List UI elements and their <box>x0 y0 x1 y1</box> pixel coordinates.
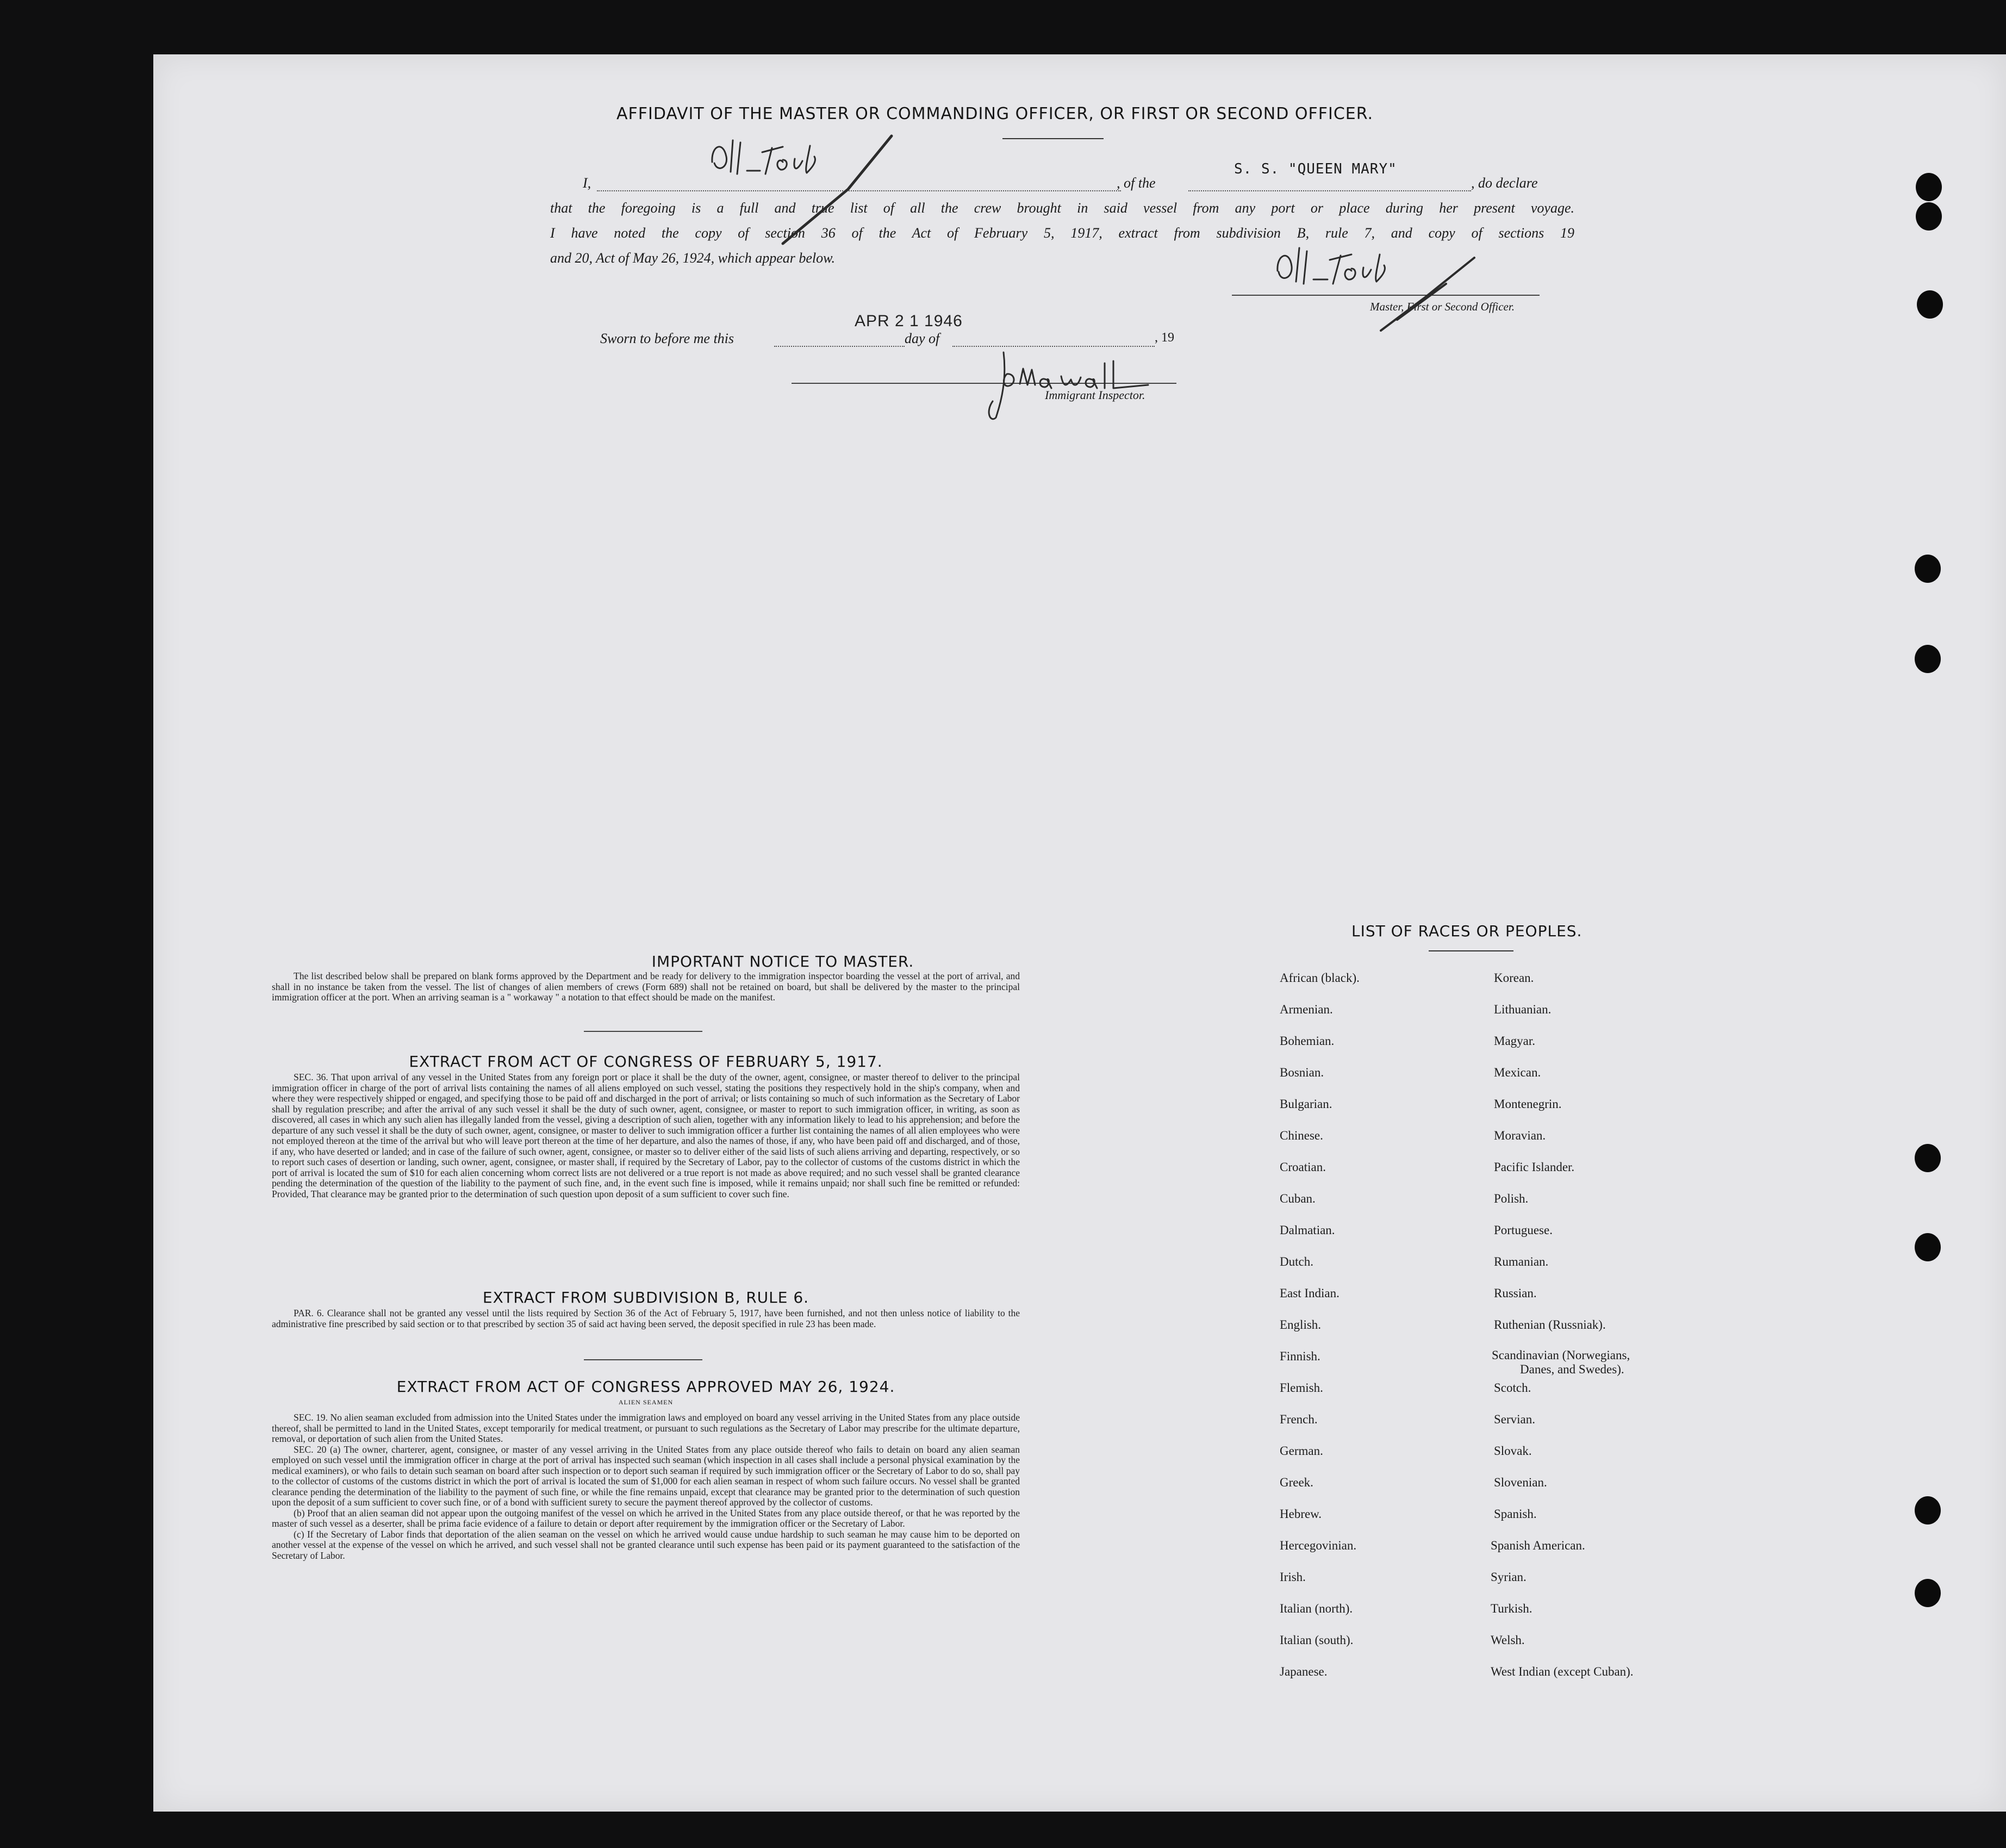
year-label: , 19 <box>1155 331 1174 345</box>
extract-1917-title: EXTRACT FROM ACT OF CONGRESS OF FEBRUARY 5, 1917. <box>409 1053 883 1071</box>
title-underline <box>1002 138 1104 139</box>
affidavit-title: AFFIDAVIT OF THE MASTER OR COMMANDING OFFICER, OR FIRST OR SECOND OFFICER. <box>616 104 1374 123</box>
vessel-name-line <box>1188 190 1471 191</box>
of-the-label: , of the <box>1117 175 1156 191</box>
race-item: Armenian. <box>1280 1003 1333 1016</box>
declarant-label: I, <box>583 175 591 191</box>
punch-hole <box>1915 1233 1941 1261</box>
race-item: Italian (north). <box>1280 1602 1353 1615</box>
race-item: Scotch. <box>1494 1381 1531 1395</box>
affidavit-body-line: I have noted the copy of section 36 of the Act of February 5, 1917, extract from subdivision B, rule 7, and copy of sections 19 <box>550 225 1574 241</box>
race-item: Scandinavian (Norwegians, <box>1492 1348 1630 1362</box>
punch-hole <box>1916 173 1942 201</box>
punch-hole <box>1916 202 1942 231</box>
vessel-name: S. S. "QUEEN MARY" <box>1234 161 1397 177</box>
punch-hole <box>1915 1579 1941 1607</box>
race-item: Spanish American. <box>1491 1539 1585 1552</box>
inspector-caption: Immigrant Inspector. <box>1045 388 1145 402</box>
race-item: Magyar. <box>1494 1034 1536 1048</box>
race-item: West Indian (except Cuban). <box>1491 1665 1634 1678</box>
race-item: Mexican. <box>1494 1066 1541 1079</box>
race-item: Korean. <box>1494 971 1534 985</box>
races-title-underline <box>1429 950 1513 951</box>
sworn-label: Sworn to before me this <box>600 331 734 346</box>
race-item: Croatian. <box>1280 1160 1326 1174</box>
race-item-continuation: Danes, and Swedes). <box>1520 1362 1624 1376</box>
race-item: English. <box>1280 1318 1322 1331</box>
punch-hole <box>1915 555 1941 583</box>
race-item: East Indian. <box>1280 1286 1340 1300</box>
extract-1924-title: EXTRACT FROM ACT OF CONGRESS APPROVED MAY 26, 1924. <box>396 1378 895 1396</box>
sec20c-paragraph: (c) If the Secretary of Labor finds that deportation of the alien seaman on the vessel on which he arrived would cause undue hardship to such seaman he may cause him to be deported on another vessel at the expense of the vessel on which he arrived, and such vessel shall not be granted clearance until such expense has been paid or its payment guaranteed to the satisfaction of the Secretary of Labor. <box>272 1528 1020 1561</box>
race-item: African (black). <box>1280 971 1360 985</box>
punch-hole <box>1915 1496 1941 1525</box>
race-item: Greek. <box>1280 1476 1313 1489</box>
rule6-paragraph: PAR. 6. Clearance shall not be granted any vessel until the lists required by Section 36 of the Act of February 5, 1917, have been furnished, and not then unless notice of liability to the administrative fine prescribed by said section or to that prescribed by section 35 of said act having been served, the deposit specified in rule 23 has been made. <box>272 1308 1020 1329</box>
race-item: Slovak. <box>1494 1444 1532 1458</box>
day-of-label: day of <box>905 331 940 346</box>
race-item: Chinese. <box>1280 1129 1323 1142</box>
race-item: Bohemian. <box>1280 1034 1335 1048</box>
extract-rule6-text <box>272 1308 1020 1329</box>
declarant-signature <box>701 124 908 249</box>
race-item: Spanish. <box>1494 1507 1537 1521</box>
race-item: Slovenian. <box>1494 1476 1547 1489</box>
race-item: Turkish. <box>1491 1602 1532 1615</box>
race-item: Russian. <box>1494 1286 1537 1300</box>
extract-1924-text <box>272 1413 1020 1561</box>
punch-hole <box>1917 290 1943 319</box>
notice-paragraph: The list described below shall be prepared on blank forms approved by the Department and be ready for delivery to the immigration inspector boarding the vessel at the port of arrival, and shall in no instance be taken from the vessel. The list of changes of alien members of crews (Form 689) shall not be retained on board, but shall be delivered by the master to the principal immigration officer at the port. When an arriving seaman is a " workaway " a notation to that effect should be made on the manifest. <box>272 970 1020 1003</box>
race-item: Irish. <box>1280 1570 1306 1584</box>
race-item: Bosnian. <box>1280 1066 1324 1079</box>
race-item: Lithuanian. <box>1494 1003 1552 1016</box>
race-item: Rumanian. <box>1494 1255 1549 1268</box>
races-title: LIST OF RACES OR PEOPLES. <box>1351 922 1583 940</box>
race-item: Italian (south). <box>1280 1633 1354 1647</box>
race-item: German. <box>1280 1444 1323 1458</box>
punch-hole <box>1915 645 1941 673</box>
notice-title: IMPORTANT NOTICE TO MASTER. <box>651 953 914 970</box>
date-stamp: APR 2 1 1946 <box>855 312 963 330</box>
extract-1917-text <box>272 1072 1020 1199</box>
alien-seamen-subtitle: ALIEN SEAMEN <box>618 1398 674 1406</box>
race-item: Servian. <box>1494 1413 1536 1426</box>
sworn-day-line <box>774 346 905 347</box>
officer-signature <box>1261 233 1490 358</box>
sec19-paragraph: SEC. 19. No alien seaman excluded from admission into the United States under the immigration laws and employed on board any vessel arriving in the United States from any place outside thereof, shall be permitted to land in the United States, except temporarily for medical treatment, or pursuant to such regulations as the Secretary of Labor may prescribe for the ultimate departure, removal, or deportation of such alien from the United States. <box>272 1412 1020 1444</box>
race-item: Bulgarian. <box>1280 1097 1332 1111</box>
race-item: Japanese. <box>1280 1665 1328 1678</box>
officer-caption: Master, First or Second Officer. <box>1370 300 1515 313</box>
do-declare-label: , do declare <box>1471 175 1538 191</box>
race-item: Dalmatian. <box>1280 1223 1335 1237</box>
race-item: Dutch. <box>1280 1255 1313 1268</box>
notice-text <box>272 971 1020 1003</box>
race-item: French. <box>1280 1413 1318 1426</box>
race-item: Syrian. <box>1491 1570 1527 1584</box>
affidavit-body-line: and 20, Act of May 26, 1924, which appear below. <box>550 250 836 266</box>
section-divider <box>584 1359 702 1360</box>
race-item: Ruthenian (Russniak). <box>1494 1318 1606 1331</box>
punch-hole <box>1915 1144 1941 1172</box>
sec20b-paragraph: (b) Proof that an alien seaman did not appear upon the outgoing manifest of the vessel on which he arrived in the United States from any place outside thereof, or that he was reported by the master of such vessel as a deserter, shall be prima facie evidence of a failure to detain or deport after requirement by the immigration officer or the Secretary of Labor. <box>272 1507 1020 1529</box>
race-item: Hercegovinian. <box>1280 1539 1357 1552</box>
race-item: Montenegrin. <box>1494 1097 1562 1111</box>
race-item: Polish. <box>1494 1192 1529 1205</box>
race-item: Pacific Islander. <box>1494 1160 1575 1174</box>
race-item: Welsh. <box>1491 1633 1525 1647</box>
inspector-signature <box>985 341 1213 428</box>
sec36-paragraph: SEC. 36. That upon arrival of any vessel in the United States from any foreign port or place it shall be the duty of the owner, agent, consignee, or master thereof to deliver to the principal immigration officer in charge of the port of arrival lists containing the names of all aliens employed on such vessel, stating the positions they respectively hold in the ship's company, when and where they were respectively shipped or engaged, and specifying those to be paid off and discharged in the port of arrival; or lists containing so much of such information as the Secretary of Labor shall by regulation prescribe; and after the arrival of any such vessel it shall be the duty of such owner, agent, consignee, or master to report to such immigration officer, in writing, as soon as discovered, all cases in which any such alien has illegally landed from the vessel, giving a description of such alien, together with any information likely to lead to his apprehension; and before the departure of any such vessel it shall be the duty of such owner, agent, consignee, or master to deliver to such immigration officer a further list containing the names of all alien employees who were not employed thereon at the time of the arrival but who will leave port thereon at the time of her departure, and also the names of those, if any, who have been paid off and discharged, and of those, if any, who have deserted or landed; and in case of the failure of such owner, agent, consignee, or master so to deliver either of the said lists of such aliens arriving and departing, respectively, or so to report such cases of desertion or landing, such owner, agent, consignee, or master shall, if required by the Secretary of Labor, pay to the collector of customs of the customs district in which the port of arrival is located the sum of $10 for each alien concerning whom correct lists are not delivered or a true report is not made as above required; and no such vessel shall be granted clearance pending the determination of the question of the liability to the payment of such fine, and, in the event such fine is imposed, while it remains unpaid; nor shall such fine be remitted or refunded: Provided, That clearance may be granted prior to the determination of such question upon deposit of a sum sufficient to cover such fine. <box>272 1072 1020 1199</box>
sec20a-paragraph: SEC. 20 (a) The owner, charterer, agent, consignee, or master of any vessel arriving in the United States from any place outside thereof who fails to detain on board any alien seaman employed on such vessel until the immigration officer in charge at the port of arrival has inspected such seaman (which inspection in all cases shall include a personal physical examination by the medical examiners), or who fails to detain such seaman on board after such inspection or to deport such seaman if required by such immigration officer or the Secretary of Labor to do so, shall pay to the collector of customs of the customs district in which the port of arrival is located the sum of $1,000 for each alien seaman in respect of whom such failure occurs. No vessel shall be granted clearance pending the determination of the liability to the payment of such fine, or while the fine remains unpaid, except that clearance may be granted prior to the determination of such question upon the deposit of a sum sufficient to cover such fine, or of a bond with sufficient surety to secure the payment thereof approved by the collector of customs. <box>272 1443 1020 1508</box>
race-item: Cuban. <box>1280 1192 1316 1205</box>
affidavit-body-line: that the foregoing is a full and true list of all the crew brought in said vessel from any port or place during her present voyage. <box>550 200 1574 216</box>
section-divider <box>584 1031 702 1032</box>
race-item: Moravian. <box>1494 1129 1546 1142</box>
race-item: Finnish. <box>1280 1349 1320 1363</box>
race-item: Portuguese. <box>1494 1223 1553 1237</box>
race-item: Hebrew. <box>1280 1507 1322 1521</box>
race-item: Flemish. <box>1280 1381 1323 1395</box>
extract-rule6-title: EXTRACT FROM SUBDIVISION B, RULE 6. <box>482 1289 809 1306</box>
